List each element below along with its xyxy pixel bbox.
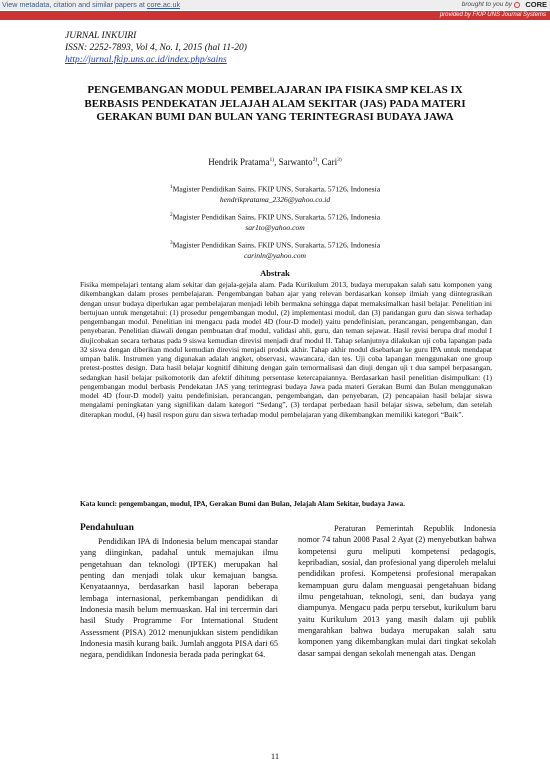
metadata-notice-text: View metadata, citation and similar papers at: [2, 0, 147, 9]
affiliation-text: Magister Pendidikan Sains, FKIP UNS, Surakarta, 57126, Indonesia: [172, 184, 381, 194]
author-name: Sarwanto: [278, 157, 313, 167]
affiliation-1: [65, 182, 485, 205]
author-name: Hendrik Pratama: [208, 157, 270, 167]
affiliation-email: carinln@yahoo.com: [243, 250, 307, 260]
author-sep: ,: [317, 157, 322, 167]
author-sup: 1): [269, 157, 275, 163]
metadata-notice: [2, 0, 180, 10]
core-banner: [0, 0, 550, 10]
author-sup: 2): [312, 157, 318, 163]
page-number: 11: [270, 751, 280, 761]
affiliation-email: hendrikpratama_2326@yahoo.co.id: [219, 194, 331, 204]
core-logo-icon: [514, 2, 520, 8]
paper-title: PENGEMBANGAN MODUL PEMBELAJARAN IPA FISIKA SMP KELAS IX BERBASIS PENDEKATAN JELAJAH ALAM SEKITAR (JAS) PADA MATERI GERAKAN BUMI DAN BULAN YANG TERINTEGRASI BUDAYA JAWA: [84, 84, 466, 123]
affiliation-sup: 3: [169, 240, 173, 246]
affiliation-text: Magister Pendidikan Sains, FKIP UNS, Surakarta, 57126, Indonesia: [172, 212, 381, 222]
affiliation-sup: 1: [169, 184, 173, 190]
abstract-heading: Abstrak: [260, 268, 290, 278]
core-link[interactable]: core.ac.uk: [146, 0, 181, 9]
journal-name: JURNAL INKUIRI: [65, 31, 137, 41]
provider-text[interactable]: provided by FKIP UNS Journal Systems: [439, 12, 546, 18]
journal-url-link[interactable]: http://jurnal.fkip.uns.ac.id/index.php/sains: [65, 55, 227, 65]
body-column-left: Pendidikan IPA di Indonesia belum mencapai standar yang diinginkan, padahal untuk memajukan ilmu pengetahuan dan teknologi (IPTEK) merupakan hal penting dan menjadi tolak ukur kemajuan bangsa. Kenyataannya, berdasarkan hasil laporan beberapa lembaga internasional, perkembangan pendidikan di Indonesia masih belum memuaskan. Hal ini tercermin dari hasil Study Programme For International Student Assessment (PISA) 2012 menunjukkan sistem pendidikan Indonesia masih kurang baik. Jumlah anggota PISA dari 65 negara, pendidikan Indonesia berada pada peringkat 64.: [80, 537, 278, 660]
abstract-body: Fisika mempelajari tentang alam sekitar dan gejala-gejala alam. Pada Kurikulum 2013, budaya merupakan salah satu komponen yang dikembangkan dalam proses pembelajaran. Pengembangan bahan ajar yang relevan berdasarkan konsep ilmiah yang diintegrasikan dengan unsur budaya diperlukan agar pembelajaran menjadi lebih bermakna sehingga dapat memaksimalkan hasil belajar. Penelitian ini bertujuan untuk mengetahui: (1) prosedur pengembangan modul, (2) implementasi modul, dan (3) pandangan guru dan siswa terhadap pengembangan modul. Penelitian ini mengacu pada model 4D (four-D model) yaitu pendefinisian, perancangan, pengembangan, dan penyebaran. Penelitian diawali dengan pembuatan draf modul, validasi ahli, guru, dan teman sejawat. Hasil revisi berupa draf modul I diujicobakan secara terbatas pada 9 siswa kemudian direvisi menjadi draf modul II. Tahap selanjutnya dilakukan uji coba lapangan pada 32 siswa dengan diberikan modul kemudian direvisi menjadi produk akhir. Tahap akhir modul disebarkan ke guru IPA untuk mendapat umpan balik. Instrumen yang digunakan adalah angket, observasi, wawancara, dan tes. Uji coba lapangan menggunakan one group pretest-posttes design. Data hasil belajar kognitif dihitung dengan gain ternormalisasi dan diuji dengan uji t dua sampel berpasangan, sedangkan hasil belajar psikomotorik dan afektif dihitung persentase ketercapaiannya. Berdasarkan hasil penelitian disimpulkan: (1) pengembangan modul berbasis Pendekatan JAS yang terintegrasi budaya Jawa pada materi Gerakan Bumi dan Bulan menggunakan model 4D (four-D model) yaitu pendefinisian, perancangan, pengembangan, dan penyebaran, (2) pencapaian hasil belajar siswa mengalami peningkatan yang signifikan dalam kategori “Sedang”, (3) terdapat perbedaan hasil belajar siswa, sebelum, dan setelah diterapkan modul, (4) hasil respon guru dan siswa terhadap modul pembelajaran yang dikembangkan memiliki kategori “Baik”.: [80, 280, 492, 419]
affiliation-text: Magister Pendidikan Sains, FKIP UNS, Surakarta, 57126, Indonesia: [172, 240, 381, 250]
affiliation-sup: 2: [169, 212, 173, 218]
affiliation-email: sar1to@yahoo.com: [245, 222, 305, 232]
provider-bar: [0, 11, 550, 20]
author-name: Cari: [321, 157, 338, 167]
affiliation-2: [65, 210, 485, 233]
affiliation-3: [65, 238, 485, 261]
journal-header: [65, 30, 247, 66]
keywords: Kata kunci: pengembangan, modul, IPA, Gerakan Bumi dan Bulan, Jelajah Alam Sekitar, budaya Jawa.: [80, 499, 405, 508]
core-logo-text[interactable]: CORE: [525, 0, 547, 9]
body-column-right: Peraturan Pemerintah Republik Indonesia nomor 74 tahun 2008 Pasal 2 Ayat (2) menyebutkan bahwa kompetensi guru meliputi kompetensi pedagogis, kepribadian, sosial, dan profesional yang diperoleh melalui pendidikan profesi. Kompetensi profesional merapakan kemampuan guru dalam menguasai pengetahuan bidang ilmu pengetahuan, teknologi, seni, dan budaya yang diampunya. Mengacu pada perpu tersebut, kurikulum baru yaitu Kurikulum 2013 yang masih dalam uji publik mengarahkan bahwa budaya merupakan salah satu komponen yang dikembangkan mulai dari tingkat sekolah dasar sampai dengan sekolah menengah atas. Dengan: [298, 524, 496, 658]
author-list: [65, 157, 485, 167]
section-heading: Pendahuluan: [80, 523, 134, 533]
brought-by-text: brought to you by: [461, 1, 512, 8]
author-sep: ,: [274, 157, 279, 167]
journal-issn: ISSN: 2252-7893, Vol 4, No. I, 2015 (hal 11-20): [65, 43, 247, 53]
author-sup: 3): [337, 157, 342, 163]
